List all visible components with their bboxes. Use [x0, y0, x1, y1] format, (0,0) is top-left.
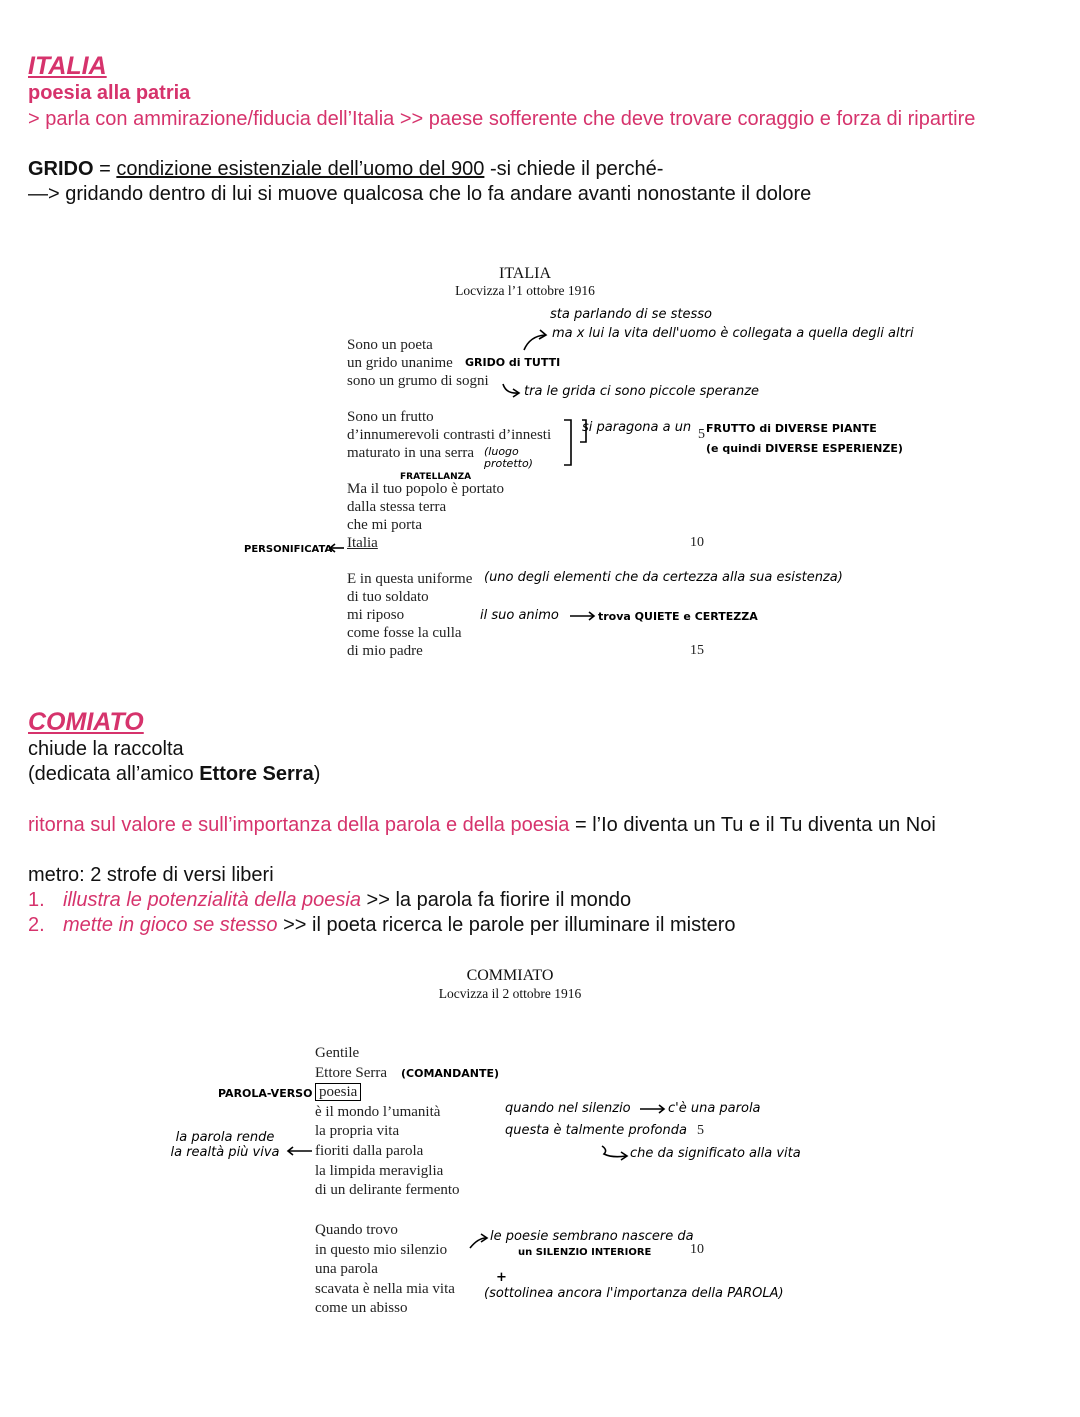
comiato-line2-post: ) — [313, 763, 321, 785]
comiato-theme — [28, 814, 936, 837]
poem-line: è il mondo l’umanità — [315, 1103, 441, 1120]
comiato-theme-pink: ritorna sul valore e sull’importanza della parola e della poesia — [28, 814, 570, 836]
poem-line: Quando trovo — [315, 1222, 398, 1238]
poem-line: dalla stessa terra — [347, 499, 447, 515]
note-paragona: si paragona a un — [582, 420, 692, 435]
poem-line: di tuo soldato — [347, 589, 429, 605]
poem-line: di mio padre — [347, 643, 423, 659]
poem-line: Ma il tuo popolo è portato — [347, 481, 505, 497]
comiato-theme-black: = l’Io diventa un Tu e il Tu diventa un Noi — [569, 814, 936, 836]
list-number: 1. — [28, 889, 45, 911]
note-grido-tutti: GRIDO di TUTTI — [465, 356, 561, 369]
note-comandante: (COMANDANTE) — [401, 1067, 500, 1080]
poem-line: come un abisso — [315, 1300, 408, 1317]
line-number: 5 — [698, 427, 705, 442]
poem1-title: ITALIA — [498, 265, 552, 282]
poem2-title: COMMIATO — [466, 967, 554, 984]
grido-underlined: condizione esistenziale dell’uomo del 900 — [116, 158, 485, 180]
comiato-heading: COMIATO — [28, 708, 144, 736]
poem-line: scavata è nella mia vita — [315, 1280, 455, 1297]
squiggle-arrow-icon — [602, 1146, 626, 1157]
italia-heading: ITALIA — [28, 52, 107, 80]
poem-line: la propria vita — [315, 1123, 400, 1140]
poem-line: Ettore Serra — [315, 1064, 388, 1081]
poem-line-boxed — [315, 1083, 460, 1103]
list-italic: illustra le potenzialità della poesia — [63, 889, 361, 911]
poem-line: in questo mio silenzio — [315, 1241, 448, 1258]
note-fratellanza: FRATELLANZA — [400, 472, 472, 482]
note-parola-realta: la parola rende la realtà più viva — [170, 1130, 280, 1160]
note-quiete: trova QUIETE e CERTEZZA — [598, 610, 758, 623]
note-esperienze: (e quindi DIVERSE ESPERIENZE) — [706, 442, 903, 455]
poem-line: E in questa uniforme — [347, 571, 473, 587]
poem-line: Gentile — [315, 1045, 360, 1061]
poem-line-italia: Italia — [347, 535, 378, 551]
note-poesie-nascere: le poesie sembrano nascere da — [490, 1229, 694, 1244]
note-una-parola: c'è una parola — [668, 1101, 761, 1116]
poem-line: di un delirante fermento — [315, 1182, 460, 1199]
poesia-boxed: poesia — [315, 1083, 361, 1101]
comiato-line1: chiude la raccolta — [28, 738, 184, 760]
bracket-icon — [580, 420, 586, 442]
note-silenzio: quando nel silenzio — [505, 1101, 631, 1116]
line-number: 15 — [690, 643, 704, 658]
italia-subheading: poesia alla patria — [28, 82, 191, 104]
poem-line: maturato in una serra — [347, 445, 475, 461]
list-rest: >> la parola fa fiorire il mondo — [360, 889, 632, 911]
grido-equals: = — [93, 158, 117, 180]
note-certezza-esistenza: (uno degli elementi che da certezza alla sua esistenza) — [484, 570, 843, 585]
note-speranze: tra le grida ci sono piccole speranze — [524, 384, 760, 399]
line-number: 10 — [690, 535, 704, 550]
poem-line: un grido unanime — [347, 355, 453, 371]
note-profonda: questa è talmente profonda — [505, 1123, 687, 1138]
poem1-date: Locvizza l’1 ottobre 1916 — [455, 283, 595, 298]
note-sottolinea: (sottolinea ancora l'importanza della PAROLA) — [484, 1286, 784, 1301]
poem-line: come fosse la culla — [347, 625, 462, 641]
grido-line2: —> gridando dentro di lui si muove qualcosa che lo fa andare avanti nonostante il dolore — [28, 183, 812, 205]
note-plus: + — [496, 1270, 507, 1285]
italia-description: > parla con ammirazione/fiducia dell’Italia >> paese sofferente che deve trovare coraggio e forza di ripartire — [28, 108, 976, 130]
comiato-line2 — [28, 763, 320, 786]
note-suo-animo: il suo animo — [480, 608, 559, 623]
note-frutto-piante: FRUTTO di DIVERSE PIANTE — [706, 422, 877, 435]
poem-line: Sono un poeta — [347, 337, 433, 353]
poem2-stanza2 — [315, 1221, 455, 1319]
poem-line: d’innumerevoli contrasti d’innesti — [347, 427, 552, 443]
note-vita-collegata: ma x lui la vita dell'uomo è collegata a quella degli altri — [552, 326, 914, 341]
note-parola-verso: PAROLA-VERSO — [218, 1087, 313, 1100]
note-silenzio-interiore: un SILENZIO INTERIORE — [518, 1247, 652, 1258]
bracket-icon — [564, 420, 571, 465]
line-number: 10 — [690, 1242, 704, 1257]
grido-rest: -si chiede il perché- — [484, 158, 664, 180]
poem2-date: Locvizza il 2 ottobre 1916 — [438, 986, 582, 1001]
poem-line: fioriti dalla parola — [315, 1142, 424, 1159]
poem-line: Sono un frutto — [347, 409, 434, 425]
grido-label: GRIDO — [28, 158, 94, 180]
note-personificata: PERSONIFICATA — [244, 544, 333, 555]
poem-line: mi riposo — [347, 607, 405, 623]
list-italic: mette in gioco se stesso — [63, 914, 278, 936]
note-significato: che da significato alla vita — [630, 1146, 801, 1161]
comiato-line2-pre: (dedicata all’amico — [28, 763, 200, 785]
poem-line: una parola — [315, 1261, 378, 1278]
list-rest: >> il poeta ricerca le parole per illuminare il mistero — [277, 914, 736, 936]
note-parlando: sta parlando di se stesso — [550, 307, 712, 322]
comiato-metro: metro: 2 strofe di versi liberi — [28, 864, 274, 886]
comiato-list-item — [28, 914, 736, 937]
comiato-ettore-serra: Ettore Serra — [199, 763, 314, 785]
poem-line: sono un grumo di sogni — [347, 373, 489, 389]
list-number: 2. — [28, 914, 45, 936]
poem-line: la limpida meraviglia — [315, 1162, 444, 1179]
note-luogo-protetto: (luogo protetto) — [484, 445, 533, 470]
comiato-list-item — [28, 889, 631, 912]
line-number: 5 — [697, 1123, 704, 1138]
poem-line: che mi porta — [347, 517, 422, 533]
